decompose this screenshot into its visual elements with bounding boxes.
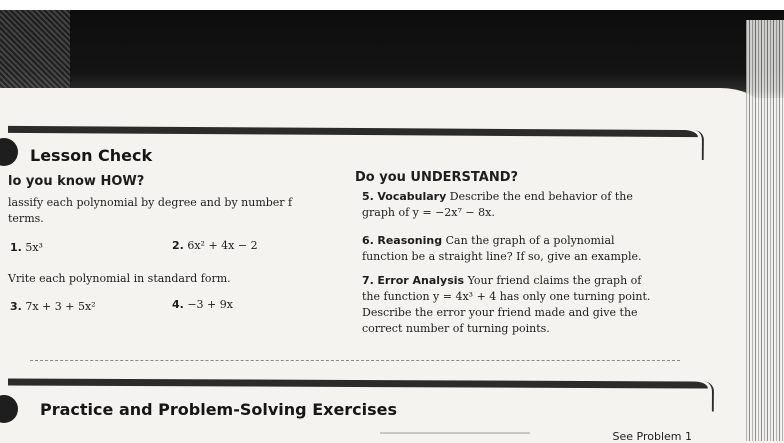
see-problem-ref: See Problem 1	[612, 430, 692, 443]
page-stack-edge	[746, 20, 784, 441]
problem-expression: 6x² + 4x − 2	[187, 239, 258, 252]
problem-number: 4.	[172, 298, 184, 311]
understand-heading: Do you UNDERSTAND?	[355, 170, 519, 185]
question-label: Error Analysis	[377, 274, 465, 287]
problem-number: 3.	[10, 300, 22, 313]
question-text: Your friend claims the graph of the function y = 4x³ + 4 has only one turning point. Describe the error your friend made and give the correct number of turning points.	[362, 274, 651, 335]
problem-1	[10, 240, 43, 256]
question-label: Vocabulary	[377, 190, 447, 203]
scan-top-margin	[0, 0, 784, 10]
practice-title: Practice and Problem-Solving Exercises	[40, 400, 398, 419]
problem-2	[172, 238, 258, 254]
instruction-classify: lassify each polynomial by degree and by number f terms.	[8, 196, 293, 225]
practice-banner	[8, 378, 708, 388]
problem-expression: 5x³	[25, 241, 43, 254]
question-number: 5.	[362, 190, 374, 203]
question-5	[362, 189, 662, 221]
how-heading: lo you know HOW?	[8, 174, 145, 189]
problem-expression: −3 + 9x	[187, 298, 233, 311]
page-edge	[0, 88, 760, 112]
question-text: Can the graph of a polynomial function be a straight line? If so, give an example.	[362, 234, 642, 263]
instruction-standard-form: Vrite each polynomial in standard form.	[8, 272, 231, 285]
problem-number: 2.	[172, 239, 184, 252]
question-label: Reasoning	[377, 234, 443, 247]
problem-number: 1.	[10, 241, 22, 254]
lesson-check-title: Lesson Check	[30, 146, 153, 165]
question-number: 7.	[362, 274, 374, 287]
scan-dark-background	[0, 0, 784, 98]
problem-3	[10, 299, 96, 315]
cut-off-text-line	[380, 432, 530, 434]
problem-expression: 7x + 3 + 5x²	[25, 300, 96, 313]
question-6	[362, 233, 662, 265]
section-divider	[30, 360, 680, 361]
section-bullet-icon	[0, 138, 18, 166]
question-text: Describe the end behavior of the graph of y = −2x⁷ − 8x.	[362, 190, 633, 219]
question-number: 6.	[362, 234, 374, 247]
scan-noise	[0, 10, 70, 100]
section-bullet-icon	[0, 395, 18, 423]
question-7	[362, 273, 662, 337]
problem-4	[172, 297, 233, 313]
lesson-check-banner	[8, 126, 698, 137]
